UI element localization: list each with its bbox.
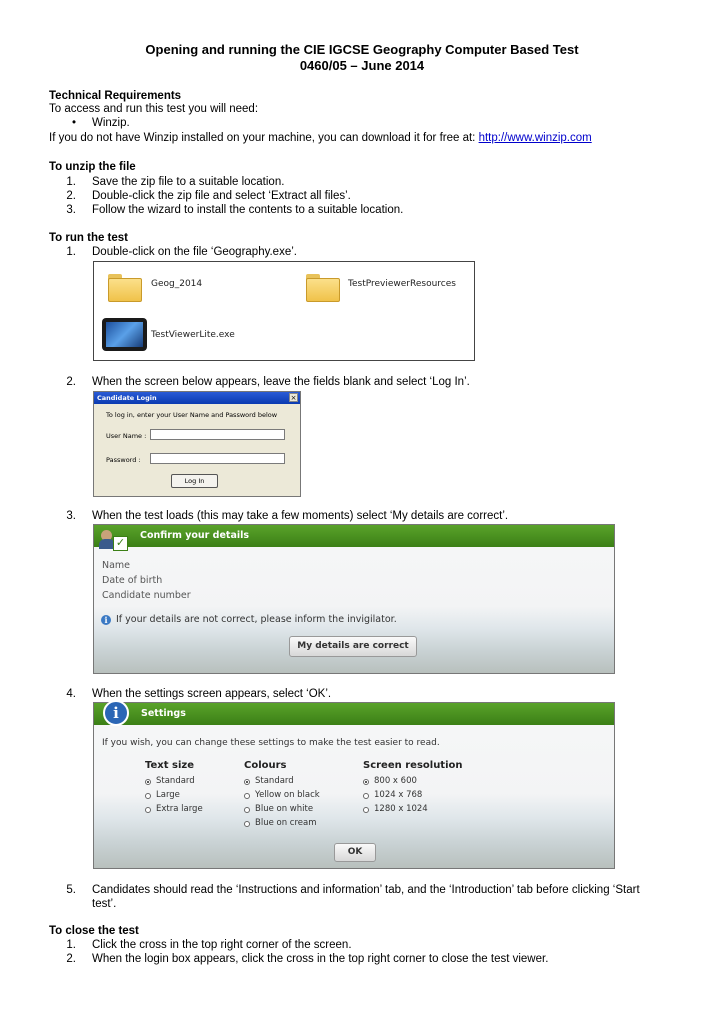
step-number: 2.	[66, 190, 76, 202]
folder-icon	[306, 274, 340, 302]
info-message: If your details are not correct, please inform the invigilator.	[116, 614, 397, 625]
exe-file[interactable]: TestViewerLite.exe	[151, 330, 235, 340]
confirm-details-screenshot	[93, 524, 615, 674]
download-line	[49, 132, 592, 145]
run-step-4: When the settings screen appears, select ‘OK’.	[92, 688, 332, 700]
settings-header-title: Settings	[141, 708, 186, 719]
resolution-option: 1024 x 768	[374, 790, 423, 800]
run-step-5: Candidates should read the ‘Instructions and information’ tab, and the ‘Introduction’ tab before clicking ‘Start	[92, 884, 640, 896]
settings-screenshot	[93, 702, 615, 869]
my-details-correct-button[interactable]: My details are correct	[289, 636, 417, 657]
close-icon[interactable]: ×	[290, 394, 297, 402]
folder-resources[interactable]: TestPreviewerResources	[348, 279, 456, 289]
colour-option: Blue on cream	[255, 818, 317, 828]
winzip-link[interactable]: http://www.winzip.com	[478, 132, 592, 144]
step-number: 2.	[66, 953, 76, 965]
settings-header-bar	[94, 703, 614, 725]
login-instruction: To log in, enter your User Name and Password below	[106, 411, 278, 419]
resolution-option: 800 x 600	[374, 776, 417, 786]
close-step-2: When the login box appears, click the cross in the top right corner to close the test viewer.	[92, 953, 549, 965]
tech-heading: Technical Requirements	[49, 90, 182, 102]
unzip-step-3: Follow the wizard to install the contents to a suitable location.	[92, 204, 404, 216]
step-number: 1.	[66, 246, 76, 258]
step-number: 3.	[66, 204, 76, 216]
run-heading: To run the test	[49, 232, 129, 244]
run-step-5-cont: test’.	[92, 898, 117, 910]
step-number: 2.	[66, 376, 76, 388]
radio-text-extra-large[interactable]	[145, 807, 151, 813]
radio-text-standard[interactable]	[145, 779, 151, 785]
colours-heading: Colours	[244, 760, 287, 771]
candidate-login-dialog	[93, 391, 301, 497]
text-size-option: Standard	[156, 776, 195, 786]
username-label: User Name :	[106, 432, 147, 440]
resolution-option: 1280 x 1024	[374, 804, 428, 814]
step-number: 3.	[66, 510, 76, 522]
tech-bullet: Winzip.	[92, 117, 130, 129]
info-icon: i	[101, 615, 111, 625]
confirm-header-title: Confirm your details	[140, 530, 250, 541]
radio-res-800[interactable]	[363, 779, 369, 785]
file-explorer-screenshot	[93, 261, 475, 361]
run-step-3: When the test loads (this may take a few moments) select ‘My details are correct’.	[92, 510, 509, 522]
radio-text-large[interactable]	[145, 793, 151, 799]
folder-geog[interactable]: Geog_2014	[151, 279, 203, 289]
unzip-step-2: Double-click the zip file and select ‘Extract all files’.	[92, 190, 351, 202]
ok-button[interactable]: OK	[334, 843, 376, 862]
log-in-button[interactable]: Log In	[171, 474, 218, 488]
page-title: Opening and running the CIE IGCSE Geography Computer Based Test	[145, 42, 579, 57]
step-number: 5.	[66, 884, 76, 896]
dialog-title: Candidate Login	[94, 392, 300, 404]
resolution-heading: Screen resolution	[363, 760, 463, 771]
info-icon: i	[103, 700, 129, 726]
radio-colour-blue-white[interactable]	[244, 807, 250, 813]
username-input[interactable]	[150, 429, 285, 440]
name-label: Name	[102, 560, 131, 571]
colour-option: Standard	[255, 776, 294, 786]
text-size-option: Large	[156, 790, 180, 800]
text-size-heading: Text size	[145, 760, 194, 771]
run-step-1: Double-click on the file ‘Geography.exe’.	[92, 246, 297, 258]
bullet-icon: •	[72, 117, 77, 129]
radio-res-1024[interactable]	[363, 793, 369, 799]
colour-option: Blue on white	[255, 804, 314, 814]
password-input[interactable]	[150, 453, 285, 464]
page-subtitle: 0460/05 – June 2014	[299, 58, 425, 73]
tablet-icon	[102, 318, 147, 351]
step-number: 1.	[66, 939, 76, 951]
dob-label: Date of birth	[102, 575, 163, 586]
step-number: 1.	[66, 176, 76, 188]
radio-colour-yellow-black[interactable]	[244, 793, 250, 799]
candidate-number-label: Candidate number	[102, 590, 191, 601]
colour-option: Yellow on black	[255, 790, 320, 800]
tech-intro: To access and run this test you will need:	[49, 103, 259, 115]
step-number: 4.	[66, 688, 76, 700]
unzip-heading: To unzip the file	[49, 161, 136, 173]
radio-colour-blue-cream[interactable]	[244, 821, 250, 827]
password-label: Password :	[106, 456, 141, 464]
close-heading: To close the test	[49, 925, 139, 937]
close-step-1: Click the cross in the top right corner of the screen.	[92, 939, 352, 951]
radio-colour-standard[interactable]	[244, 779, 250, 785]
user-check-icon: ✓	[99, 527, 129, 553]
text-size-option: Extra large	[156, 804, 203, 814]
unzip-step-1: Save the zip file to a suitable location.	[92, 176, 285, 188]
run-step-2: When the screen below appears, leave the fields blank and select ‘Log In’.	[92, 376, 470, 388]
confirm-header-bar	[94, 525, 614, 547]
download-text: If you do not have Winzip installed on your machine, you can download it for free at:	[49, 132, 476, 144]
folder-icon	[108, 274, 142, 302]
radio-res-1280[interactable]	[363, 807, 369, 813]
settings-intro: If you wish, you can change these settings to make the test easier to read.	[102, 738, 440, 748]
